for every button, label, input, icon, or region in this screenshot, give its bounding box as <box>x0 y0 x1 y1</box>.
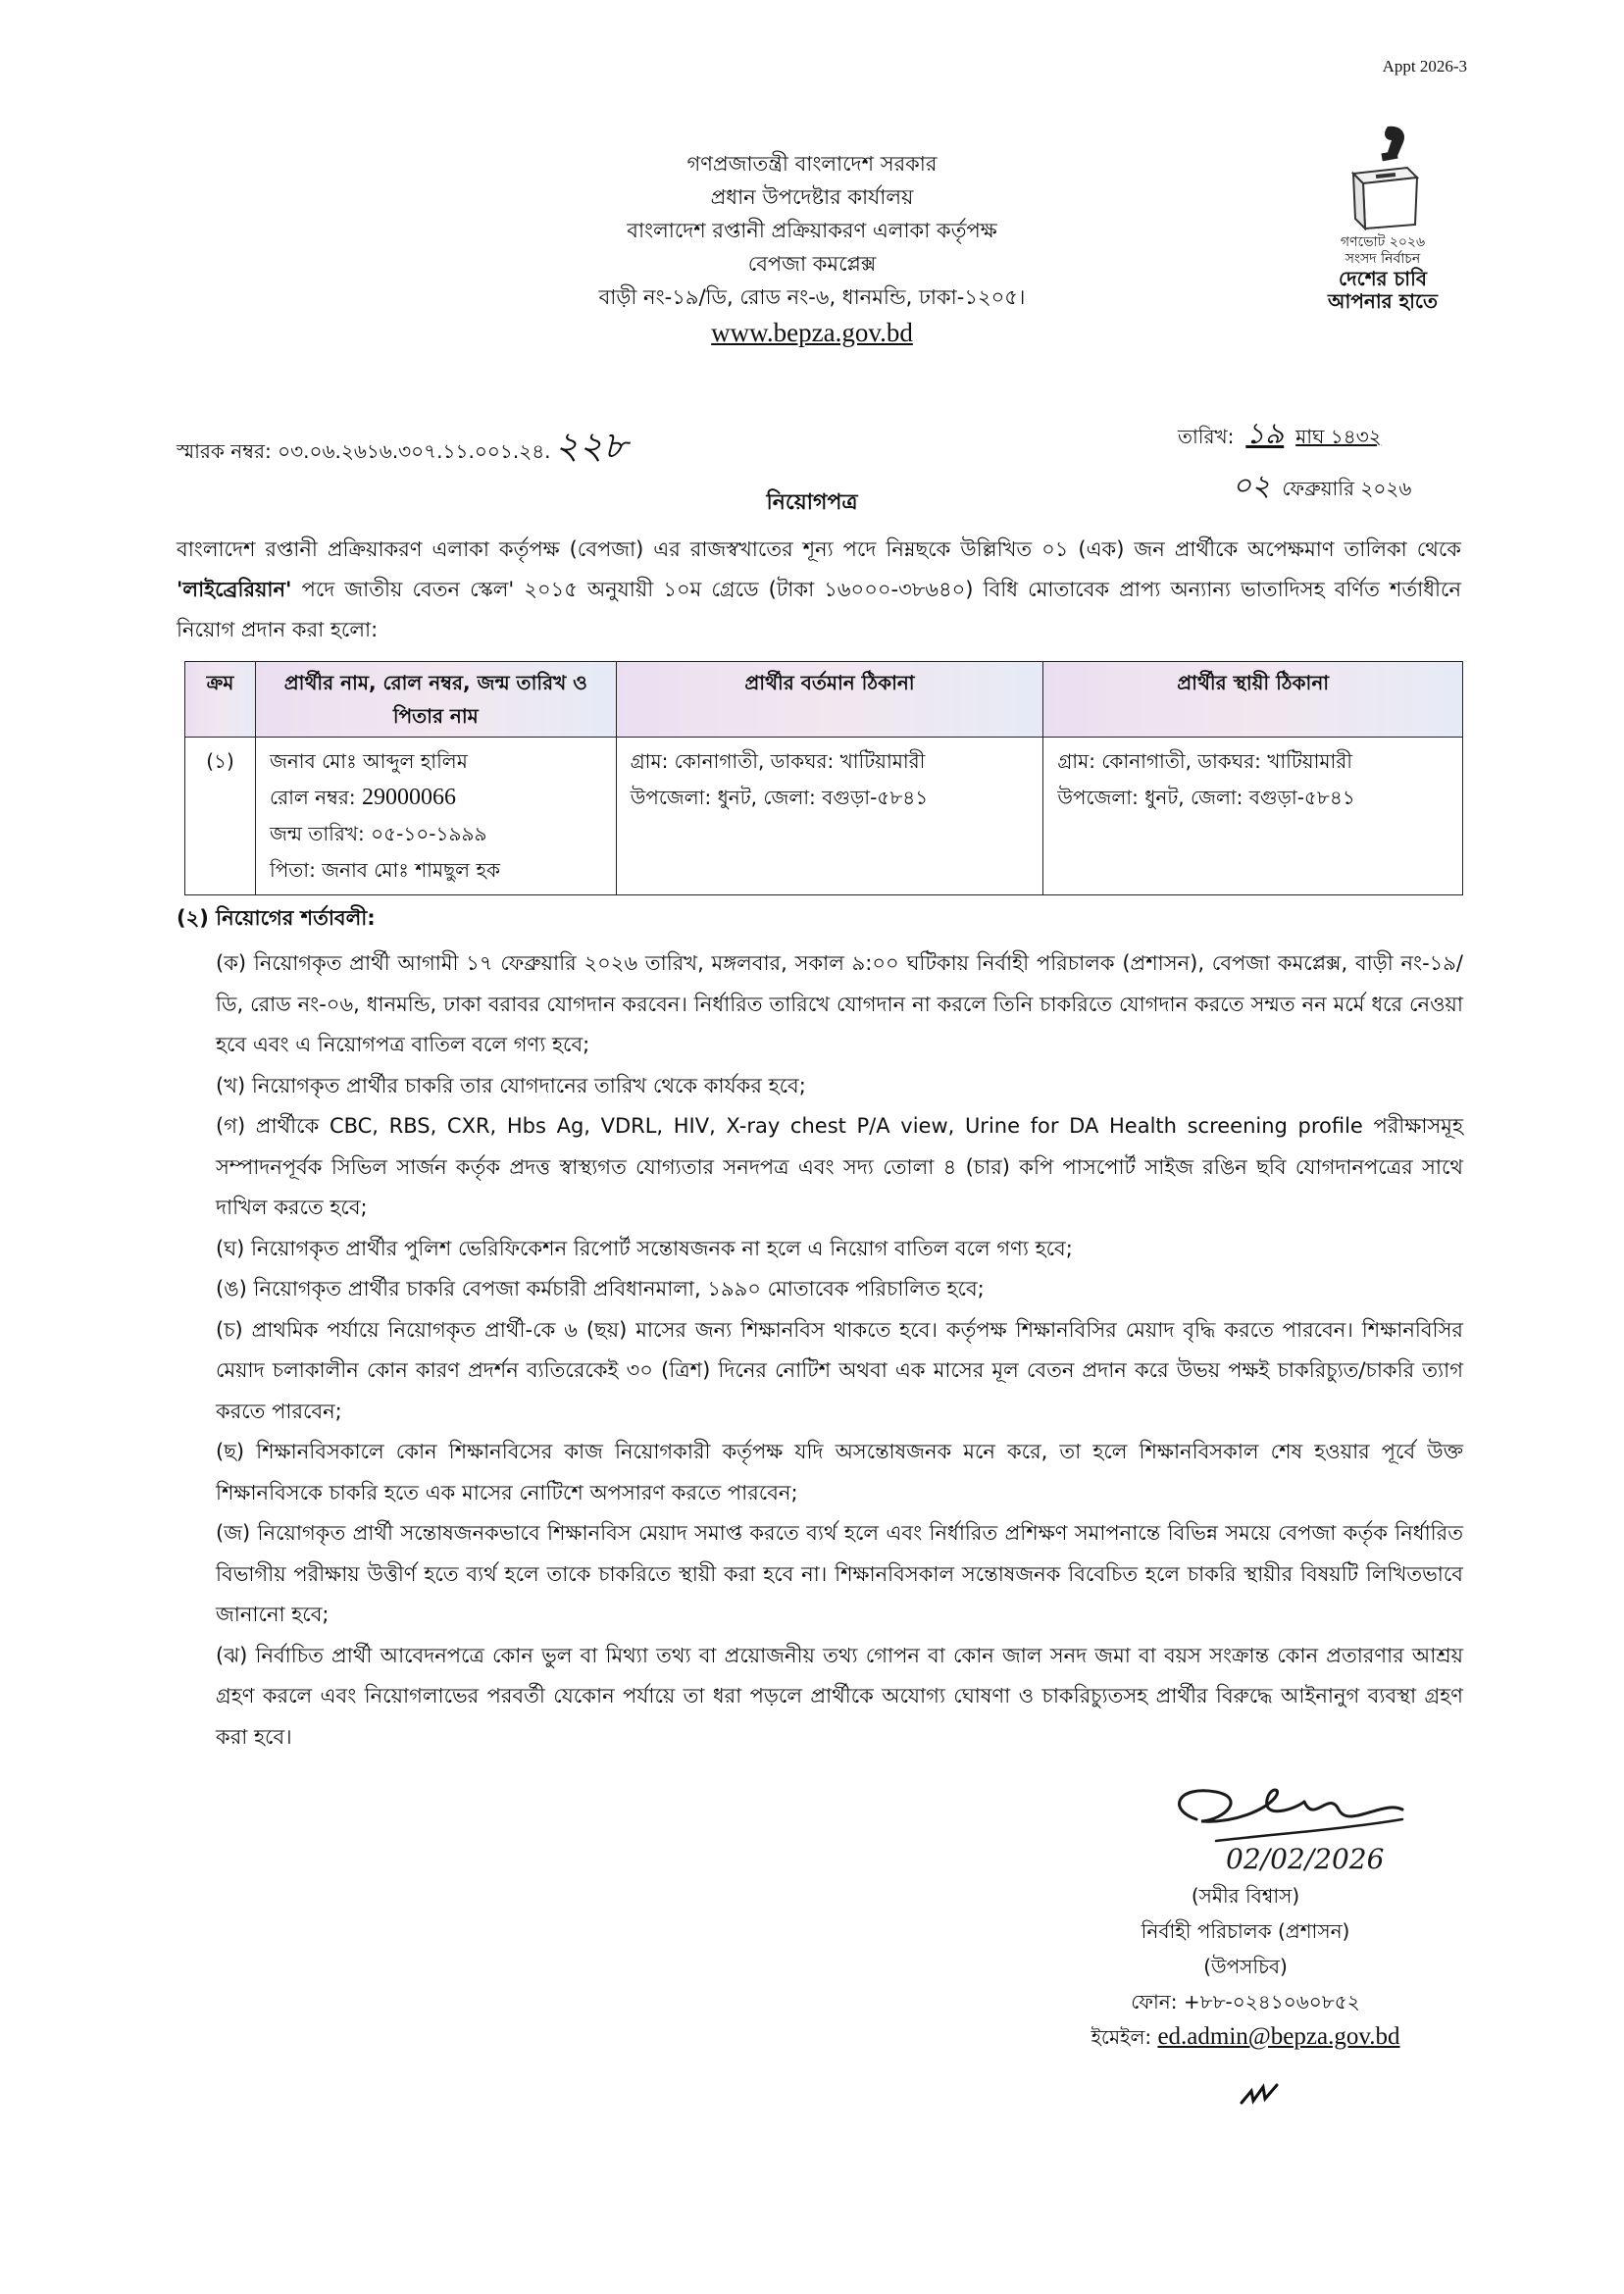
date-en-month-year: ফেব্রুয়ারি ২০২৬ <box>1282 477 1412 500</box>
conditions-heading: (২) নিয়োগের শর্তাবলী: <box>177 906 376 930</box>
handwritten-signature <box>1157 1780 1432 1878</box>
header-line-address: বাড়ী নং-১৯/ডি, রোড নং-৬, ধানমন্ডি, ঢাকা-১২০৫। <box>598 285 1026 309</box>
present-address-line-1: গ্রাম: কোনাগাতী, ডাকঘর: খাটিয়ামারী <box>630 749 926 773</box>
handwritten-initials <box>1238 2079 1287 2109</box>
memo-handwritten-number: ২২৮ <box>554 424 628 467</box>
candidate-roll <box>270 780 602 816</box>
signer-name: (সমীর বিশ্বাস) <box>1191 1884 1300 1908</box>
header-line-office: প্রধান উপদেষ্টার কার্যালয় <box>710 185 914 209</box>
signer-phone: ফোন: +৮৮-০২৪১০৬০৮৫২ <box>1131 1990 1360 2014</box>
condition-jha: (ঝ) নির্বাচিত প্রার্থী আবেদনপত্রে কোন ভুল বা মিথ্যা তথ্য বা প্রয়োজনীয় তথ্য গোপন বা কোন জাল সনদ জমা বা বয়স সংক্রান্ত কোন প্রতারণার আশ্রয় গ্রহণ করলে এবং নিয়োগলাভের পরবর্তী যেকোন পর্যায়ে তা ধরা পড়লে প্রার্থীকে অযোগ্য ঘোষণা ও চাকরিচ্যুতসহ প্রার্থীর বিরুদ্ধে আইনানুগ ব্যবস্থা গ্রহণ করা হবে। <box>216 1643 1463 1749</box>
signer-email <box>1030 2019 1461 2055</box>
date-label: তারিখ: <box>1178 425 1235 448</box>
signer-details <box>1030 1878 1461 2055</box>
intro-post-name: 'লাইব্রেরিয়ান' <box>177 578 292 601</box>
intro-text-1: বাংলাদেশ রপ্তানী প্রক্রিয়াকরণ এলাকা কর্তৃপক্ষ (বেপজা) এর রাজস্বখাতের শূন্য পদে নিম্নছকে উল্লিখিত ০১ (এক) জন প্রার্থীকে অপেক্ষমাণ তালিকা থেকে <box>177 537 1461 561</box>
table-row <box>185 738 1463 895</box>
header-line-complex: বেপজা কমপ্লেক্স <box>747 252 877 276</box>
website-link[interactable]: www.bepza.gov.bd <box>711 318 913 347</box>
document-ref-code: Appt 2026-3 <box>1382 57 1467 76</box>
roll-label: রোল নম্বর: <box>269 786 356 809</box>
permanent-address-line-2: উপজেলা: ধুনট, জেলা: বগুড়া-৫৮৪১ <box>1057 786 1355 809</box>
signature-date: 02/02/2026 <box>1226 1843 1385 1875</box>
memo-label: স্মারক নম্বর: ০৩.০৬.২৬১৬.৩০৭.১১.০০১.২৪. <box>177 439 551 463</box>
logo-line-slogan-2: আপনার হাতে <box>1328 289 1438 313</box>
candidate-father: পিতা: জনাব মোঃ শামছুল হক <box>269 858 500 882</box>
condition-ga: (গ) প্রার্থীকে CBC, RBS, CXR, Hbs Ag, VDRL, HIV, X-ray chest P/A view, Urine for DA Health screening profile পরীক্ষাসমূহ সম্পাদনপূর্বক সিভিল সার্জন কর্তৃক প্রদত্ত স্বাস্থ্যগত যোগ্যতার সনদপত্র এবং সদ্য তোলা ৪ (চার) কপি পাসপোর্ট সাইজ রঙিন ছবি যোগদানপত্রের সাথে দাখিল করতে হবে; <box>216 1114 1463 1219</box>
date-bn-day: ১৯ <box>1245 417 1285 451</box>
date-en-day: ০২ <box>1232 469 1271 503</box>
candidate-name: জনাব মোঃ আব্দুল হালিম <box>269 749 468 773</box>
condition-uma: (ঙ) নিয়োগকৃত প্রার্থীর চাকরি বেপজা কর্মচারী প্রবিধানমালা, ১৯৯০ মোতাবেক পরিচালিত হবে; <box>216 1277 985 1300</box>
header-line-government: গণপ্রজাতন্ত্রী বাংলাদেশ সরকার <box>686 152 938 176</box>
cell-serial: (১) <box>185 738 256 895</box>
signer-rank: (উপসচিব) <box>1203 1955 1288 1978</box>
header-serial: ক্রম <box>185 662 256 738</box>
condition-cha: (চ) প্রাথমিক পর্যায়ে নিয়োগকৃত প্রার্থী-কে ৬ (ছয়) মাসের জন্য শিক্ষানবিস থাকতে হবে। কর্তৃপক্ষ শিক্ষানবিসির মেয়াদ বৃদ্ধি করতে পারবেন। শিক্ষানবিসির মেয়াদ চলাকালীন কোন কারণ প্রদর্শন ব্যতিরেকেই ৩০ (ত্রিশ) দিনের নোটিশ অথবা এক মাসের মূল বেতন প্রদান করে উভয় পক্ষই চাকরিচ্যুত/চাকরি ত্যাগ করতে পারবেন; <box>216 1317 1463 1423</box>
header-line-authority: বাংলাদেশ রপ্তানী প্রক্রিয়াকরণ এলাকা কর্তৃপক্ষ <box>627 219 997 242</box>
intro-paragraph <box>177 530 1461 650</box>
cell-candidate-info <box>255 738 616 895</box>
condition-ka: (ক) নিয়োগকৃত প্রার্থী আগামী ১৭ ফেব্রুয়ারি ২০২৬ তারিখ, মঙ্গলবার, সকাল ৯:০০ ঘটিকায় নির্বাহী পরিচালক (প্রশাসন), বেপজা কমপ্লেক্স, বাড়ী নং-১৯/ডি, রোড নং-০৬, ধানমন্ডি, ঢাকা বরাবর যোগদান করবেন। নির্ধারিত তারিখে যোগদান না করলে তিনি চাকরিতে যোগদান করতে সম্মত নন মর্মে ধরে নেওয়া হবে এবং এ নিয়োগপত্র বাতিল বলে গণ্য হবে; <box>216 951 1463 1056</box>
logo-line-slogan-1: দেশের চাবি <box>1339 267 1427 290</box>
intro-text-2: পদে জাতীয় বেতন স্কেল' ২০১৫ অনুযায়ী ১০ম গ্রেডে (টাকা ১৬০০০-৩৮৬৪০) বিধি মোতাবেক প্রাপ্য অন্যান্য ভাতাদিসহ বর্ণিত শর্তাধীনে নিয়োগ প্রদান করা হলো: <box>177 578 1461 641</box>
conditions-list <box>216 943 1463 1758</box>
date-bn-month-year: মাঘ ১৪৩২ <box>1295 425 1382 448</box>
roll-number: 29000066 <box>361 785 456 810</box>
ballot-box-icon <box>1339 123 1427 230</box>
header-candidate-info: প্রার্থীর নাম, রোল নম্বর, জন্ম তারিখ ও পিতার নাম <box>255 662 616 738</box>
election-logo <box>1304 123 1461 338</box>
signer-designation: নির্বাহী পরিচালক (প্রশাসন) <box>1141 1919 1350 1943</box>
candidate-dob: জন্ম তারিখ: ০৫-১০-১৯৯৯ <box>269 822 487 845</box>
candidate-table <box>184 661 1463 895</box>
cell-permanent-address <box>1043 738 1463 895</box>
table-header-row <box>185 662 1463 738</box>
condition-kha: (খ) নিয়োগকৃত প্রার্থীর চাকরি তার যোগদানের তারিখ থেকে কার্যকর হবে; <box>216 1073 806 1097</box>
logo-line-election: সংসদ নির্বাচন <box>1345 251 1421 267</box>
condition-chha: (ছ) শিক্ষানবিসকালে কোন শিক্ষানবিসের কাজ নিয়োগকারী কর্তৃপক্ষ যদি অসন্তোষজনক মনে করে, তা হলে শিক্ষানবিসকাল শেষ হওয়ার পূর্বে উক্ত শিক্ষানবিসকে চাকরি হতে এক মাসের নোটিশে অপসারণ করতে পারবেন; <box>216 1440 1463 1504</box>
present-address-line-2: উপজেলা: ধুনট, জেলা: বগুড়া-৫৮৪১ <box>630 786 929 809</box>
document-title: নিয়োগপত্র <box>766 490 858 515</box>
memo-number <box>177 417 628 480</box>
email-link[interactable]: ed.admin@bepza.gov.bd <box>1157 2023 1400 2050</box>
cell-present-address <box>616 738 1043 895</box>
condition-ja: (জ) নিয়োগকৃত প্রার্থী সন্তোষজনকভাবে শিক্ষানবিস মেয়াদ সমাপ্ত করতে ব্যর্থ হলে এবং নির্ধারিত প্রশিক্ষণ সমাপনান্তে বিভিন্ন সময়ে বেপজা কর্তৃক নির্ধারিত বিভাগীয় পরীক্ষায় উত্তীর্ণ হতে ব্যর্থ হলে তাকে চাকরিতে স্থায়ী করা হবে না। শিক্ষানবিসকাল সন্তোষজনক বিবেচিত হলে চাকরি স্থায়ীর বিষয়টি লিখিতভাবে জানানো হবে; <box>216 1521 1463 1626</box>
logo-line-referendum: গণভোট ২০২৬ <box>1340 234 1426 250</box>
email-label: ইমেইল: <box>1091 2025 1152 2049</box>
condition-gha: (ঘ) নিয়োগকৃত প্রার্থীর পুলিশ ভেরিফিকেশন রিপোর্ট সন্তোষজনক না হলে এ নিয়োগ বাতিল বলে গণ্য হবে; <box>216 1236 1073 1260</box>
permanent-address-line-1: গ্রাম: কোনাগাতী, ডাকঘর: খাটিয়ামারী <box>1057 749 1353 773</box>
header-present-address: প্রার্থীর বর্তমান ঠিকানা <box>616 662 1043 738</box>
header-permanent-address: প্রার্থীর স্থায়ী ঠিকানা <box>1043 662 1463 738</box>
